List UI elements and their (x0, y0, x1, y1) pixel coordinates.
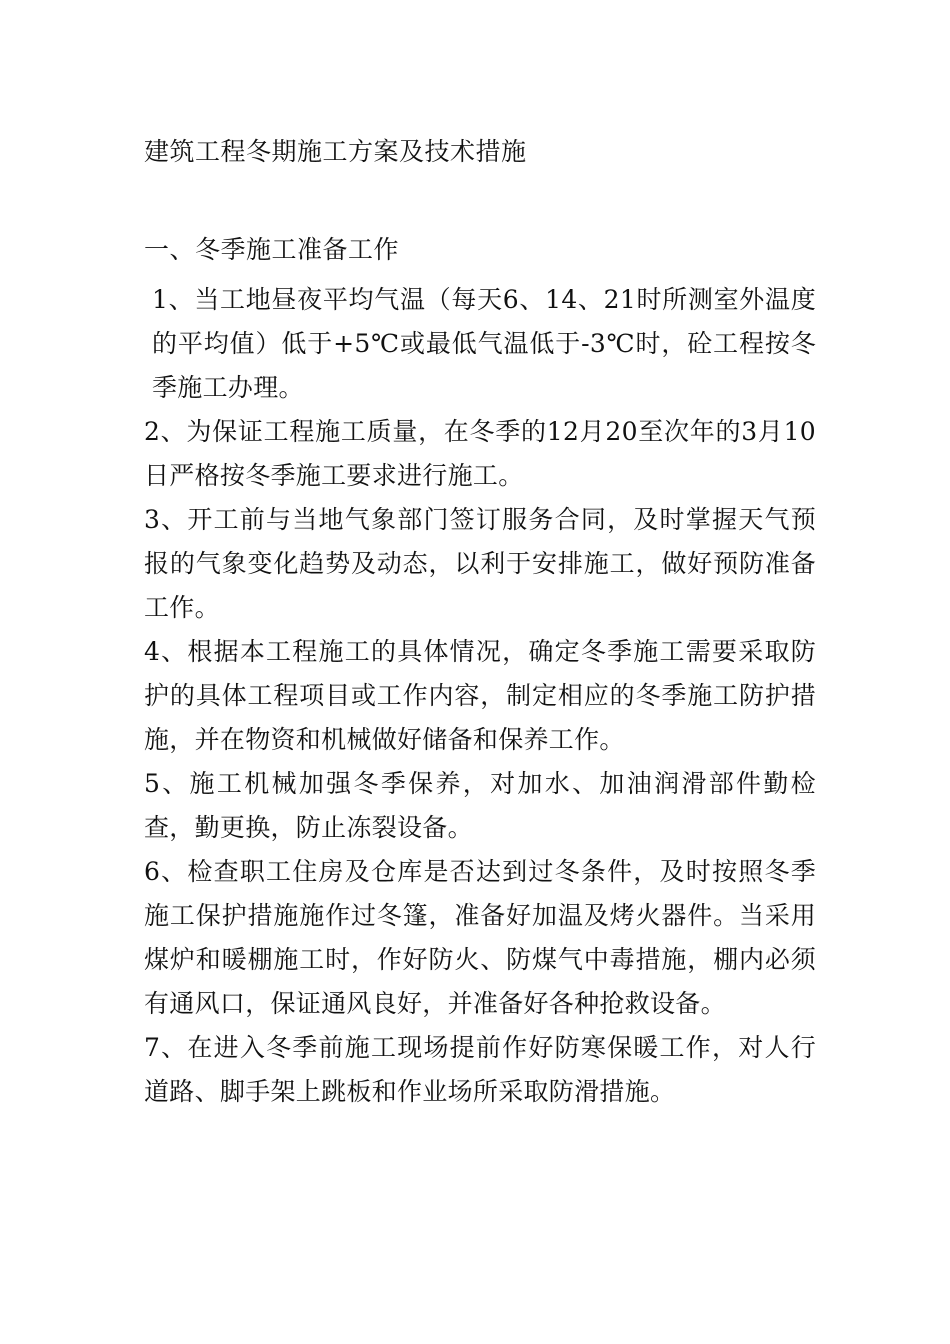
paragraph-1: 1、当工地昼夜平均气温（每天6、14、21时所测室外温度的平均值）低于+5℃或最低气温低于-3℃时，砼工程按冬季施工办理。 (152, 285, 816, 402)
paragraph-2: 2、为保证工程施工质量，在冬季的12月20至次年的3月10日严格按冬季施工要求进行施工。 (144, 417, 816, 490)
section-heading: 一、冬季施工准备工作 (144, 235, 400, 264)
document-body (144, 278, 816, 1114)
paragraph-3: 3、开工前与当地气象部门签订服务合同，及时掌握天气预报的气象变化趋势及动态，以利于安排施工，做好预防准备工作。 (144, 505, 816, 622)
paragraph-4: 4、根据本工程施工的具体情况，确定冬季施工需要采取防护的具体工程项目或工作内容，制定相应的冬季施工防护措施，并在物资和机械做好储备和保养工作。 (144, 637, 816, 754)
paragraph-7: 7、在进入冬季前施工现场提前作好防寒保暖工作，对人行道路、脚手架上跳板和作业场所采取防滑措施。 (144, 1033, 816, 1106)
document-title: 建筑工程冬期施工方案及技术措施 (144, 137, 527, 166)
paragraph-6: 6、检查职工住房及仓库是否达到过冬条件，及时按照冬季施工保护措施施作过冬篷，准备好加温及烤火器件。当采用煤炉和暖棚施工时，作好防火、防煤气中毒措施，棚内必须有通风口，保证通风良好，并准备好各种抢救设备。 (144, 857, 816, 1018)
paragraph-5: 5、施工机械加强冬季保养，对加水、加油润滑部件勤检查，勤更换，防止冻裂设备。 (144, 769, 816, 842)
